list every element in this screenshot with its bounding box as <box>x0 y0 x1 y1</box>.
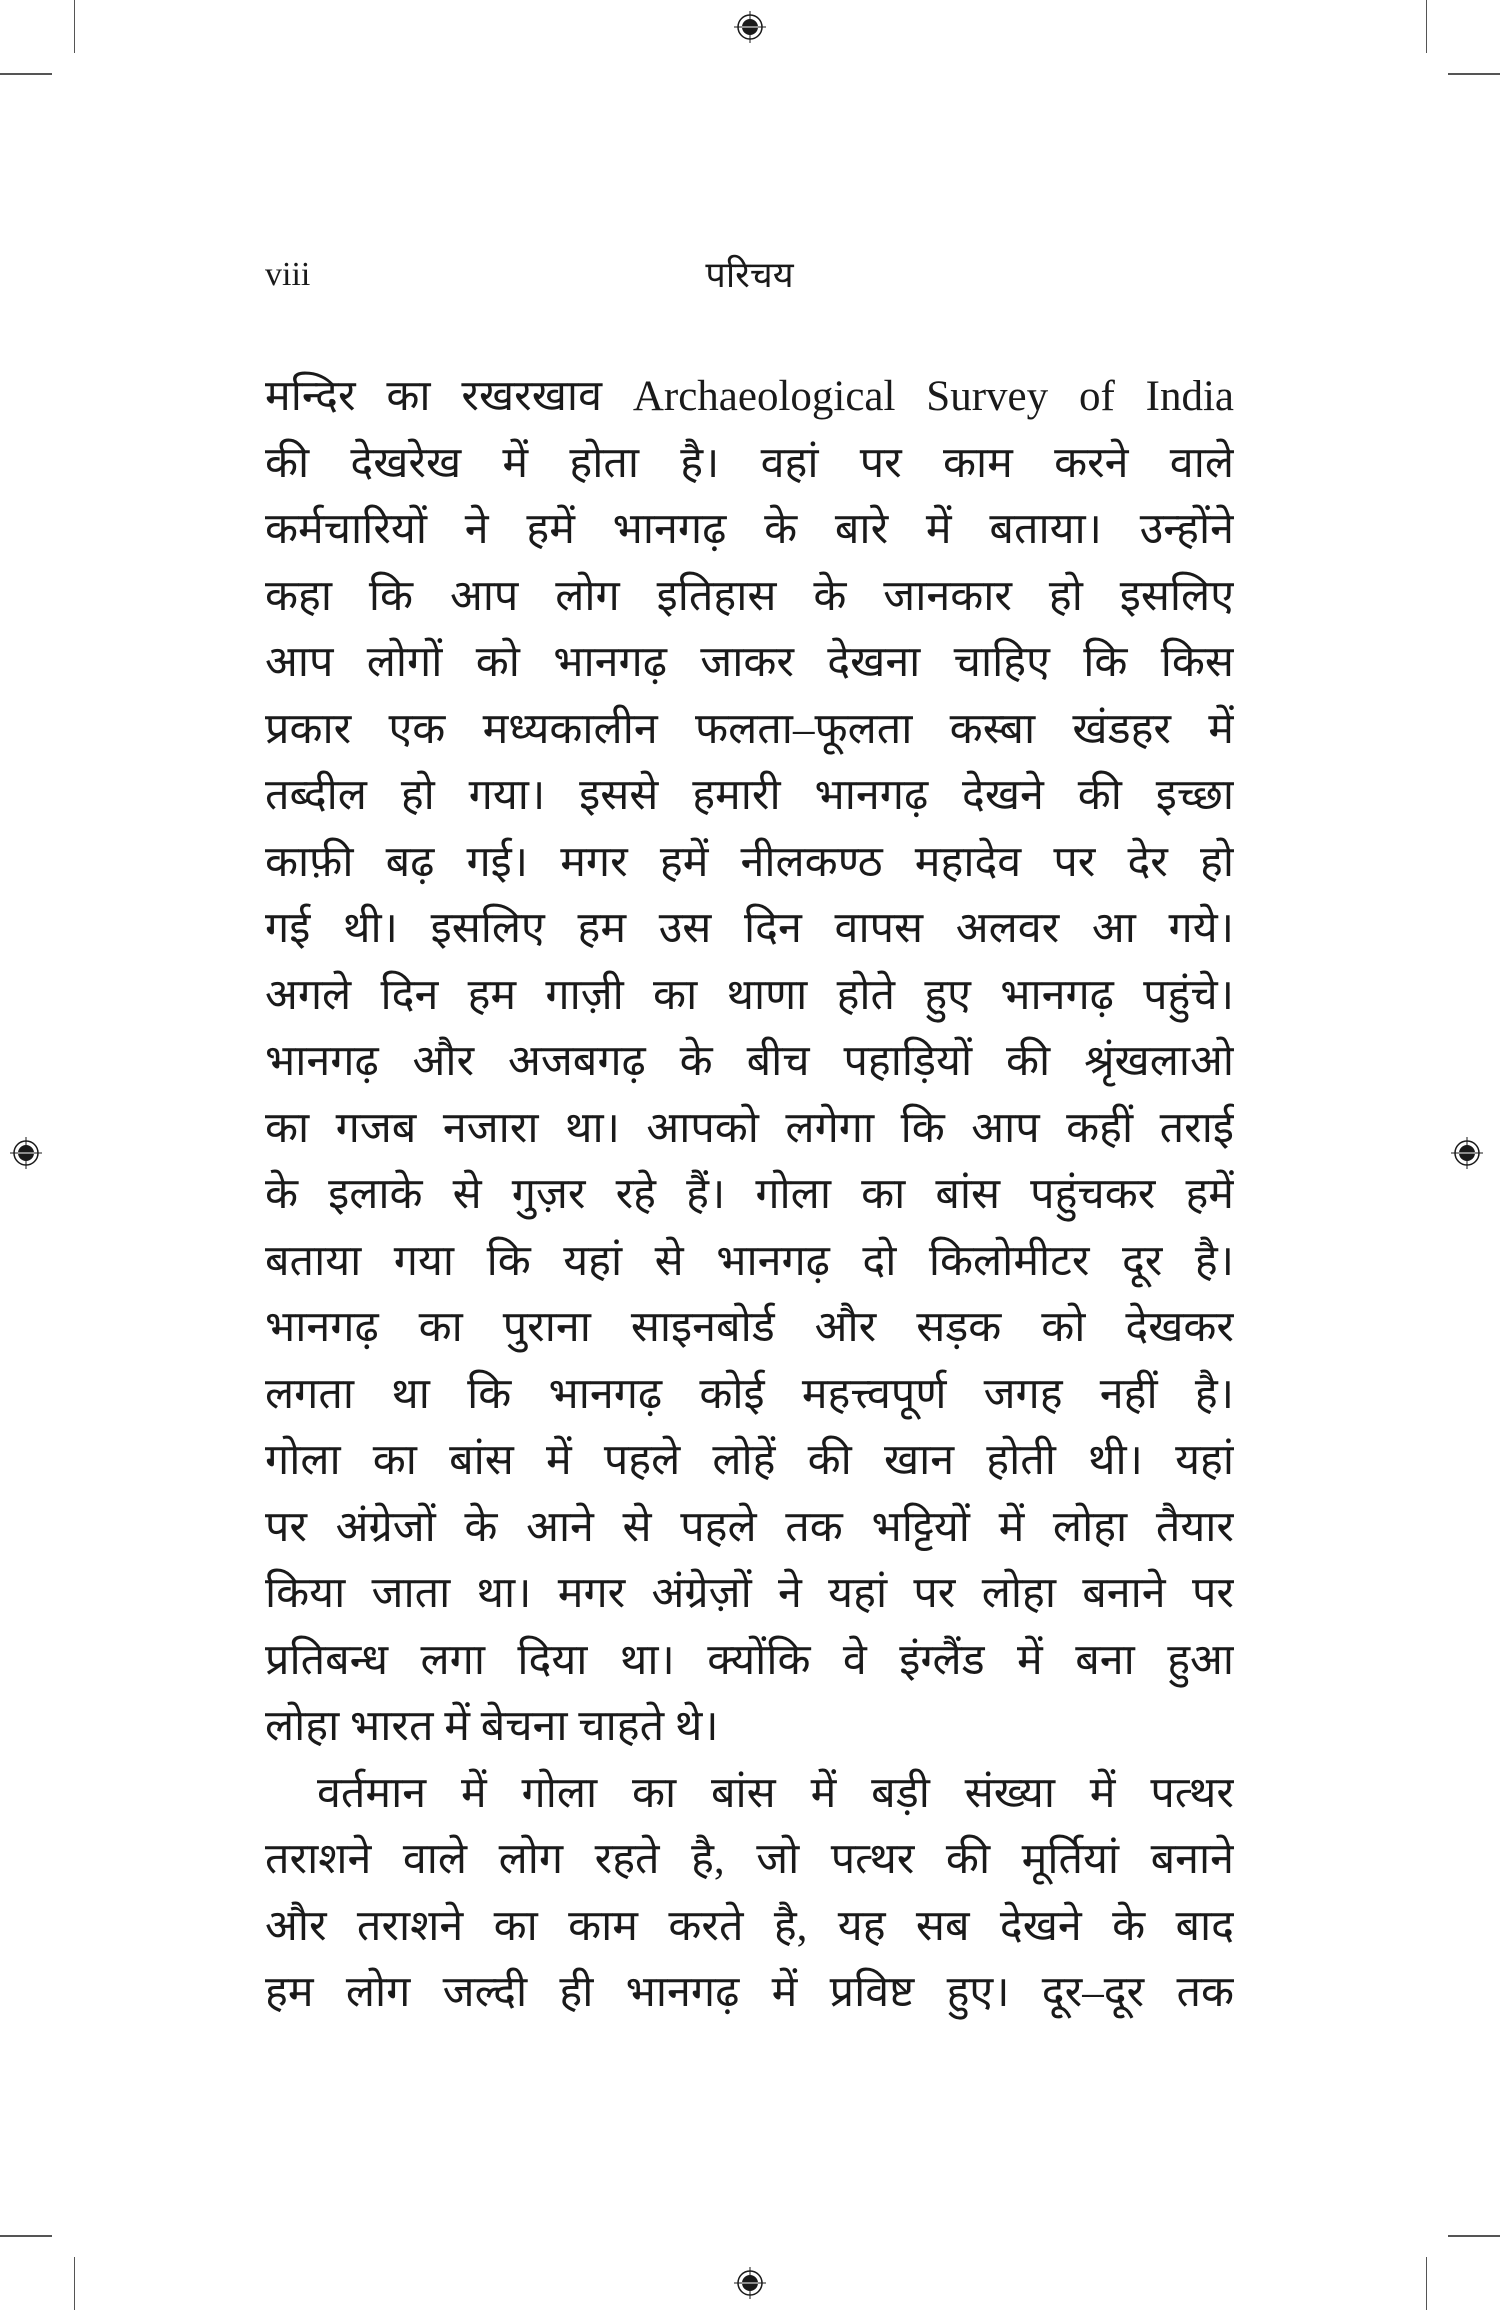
crop-mark-top-right-vertical <box>1426 0 1427 53</box>
text-line: अगले दिन हम गाज़ी का थाणा होते हुए भानगढ़ पहुंचे। <box>265 971 1234 1019</box>
text-line: भानगढ़ और अजबगढ़ के बीच पहाड़ियों की श्रृंखलाओ <box>265 1038 1234 1085</box>
text-line: काफ़ी बढ़ गई। मगर हमें नीलकण्ठ महादेव पर देर हो <box>265 838 1234 886</box>
text-line: बताया गया कि यहां से भानगढ़ दो किलोमीटर दूर है। <box>265 1237 1234 1285</box>
text-line: हम लोग जल्दी ही भानगढ़ में प्रविष्ट हुए। दूर–दूर तक <box>265 1969 1234 2016</box>
crop-mark-top-left-horizontal <box>0 73 52 75</box>
text-line: की देखरेख में होता है। वहां पर काम करने वाले <box>265 439 1234 487</box>
text-line: लगता था कि भानगढ़ कोई महत्त्वपूर्ण जगह नहीं है। <box>265 1370 1234 1418</box>
text-line: और तराशने का काम करते है, यह सब देखने के बाद <box>265 1902 1234 1950</box>
registration-target-icon-left <box>9 1136 43 1170</box>
text-line: आप लोगों को भानगढ़ जाकर देखना चाहिए कि किस <box>265 639 1234 686</box>
text-line: तब्दील हो गया। इससे हमारी भानगढ़ देखने की इच्छा <box>265 772 1234 819</box>
text-line: गई थी। इसलिए हम उस दिन वापस अलवर आ गये। <box>265 905 1234 952</box>
paragraph-first-line: वर्तमान में गोला का बांस में बड़ी संख्या में पत्थर <box>317 1769 1234 1817</box>
crop-mark-top-right-horizontal <box>1448 73 1500 75</box>
crop-mark-bottom-right-horizontal <box>1448 2235 1500 2237</box>
text-line: का गजब नजारा था। आपको लगेगा कि आप कहीं तराई <box>265 1104 1234 1152</box>
text-line: भानगढ़ का पुराना साइनबोर्ड और सड़क को देखकर <box>265 1304 1234 1351</box>
registration-target-icon-right <box>1450 1136 1484 1170</box>
text-line: गोला का बांस में पहले लोहें की खान होती थी। यहां <box>265 1437 1234 1484</box>
text-line: कर्मचारियों ने हमें भानगढ़ के बारे में बताया। उन्होंने <box>265 506 1234 553</box>
text-line: प्रतिबन्ध लगा दिया था। क्योंकि वे इंग्लैंड में बना हुआ <box>265 1636 1234 1684</box>
text-line: कहा कि आप लोग इतिहास के जानकार हो इसलिए <box>265 572 1234 620</box>
running-header <box>265 250 1234 300</box>
text-line: किया जाता था। मगर अंग्रेज़ों ने यहां पर लोहा बनाने पर <box>265 1570 1234 1617</box>
text-line: तराशने वाले लोग रहते है, जो पत्थर की मूर्तियां बनाने <box>265 1836 1234 1883</box>
paragraph-last-line: लोहा भारत में बेचना चाहते थे। <box>265 1703 719 1750</box>
crop-mark-top-left-vertical <box>74 0 75 53</box>
body-text <box>265 364 1234 2027</box>
text-line: के इलाके से गुज़र रहे हैं। गोला का बांस पहुंचकर हमें <box>265 1171 1234 1218</box>
registration-target-icon-bottom <box>733 2266 767 2300</box>
crop-mark-bottom-left-horizontal <box>0 2235 52 2237</box>
text-line: मन्दिर का रखरखाव Archaeological Survey of India <box>265 373 1234 420</box>
running-title: परिचय <box>705 255 794 295</box>
text-line: प्रकार एक मध्यकालीन फलता–फूलता कस्बा खंडहर में <box>265 705 1234 753</box>
registration-target-icon-top <box>733 10 767 44</box>
page-number: viii <box>265 256 311 293</box>
crop-mark-bottom-left-vertical <box>74 2257 75 2310</box>
crop-mark-bottom-right-vertical <box>1426 2257 1427 2310</box>
text-line: पर अंग्रेजों के आने से पहले तक भट्टियों में लोहा तैयार <box>265 1503 1234 1551</box>
